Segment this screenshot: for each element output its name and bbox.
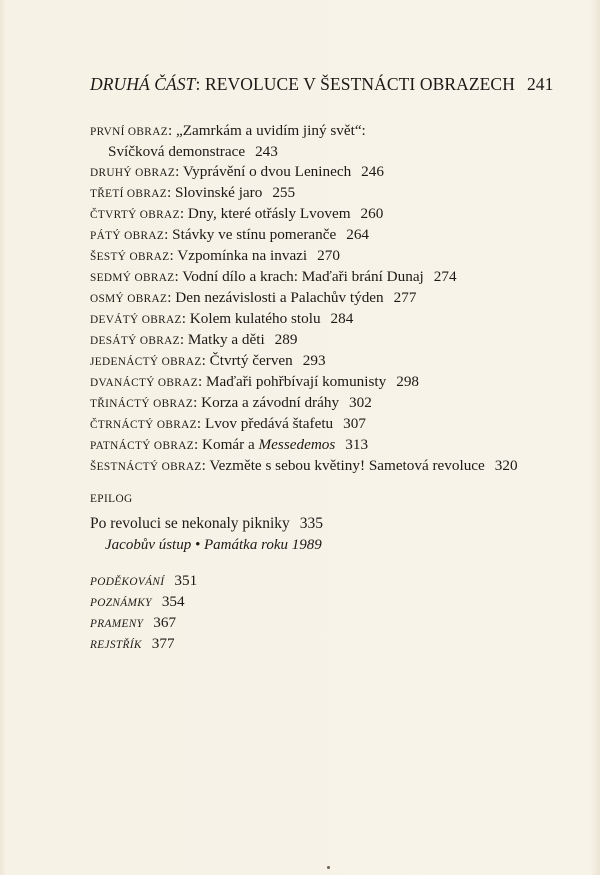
chapter-title: Vodní dílo a krach: Maďaři brání Dunaj [182, 268, 424, 285]
toc-entry [90, 613, 490, 634]
toc-entry [90, 571, 490, 592]
page-number: 246 [361, 163, 384, 180]
toc-entry: OSMÝ OBRAZ: Den nezávislosti a Palachův týden 277 [90, 289, 417, 306]
page-number: 307 [343, 415, 366, 432]
part-page-number: 241 [526, 74, 554, 94]
chapter-title: Vyprávění o dvou Leninech [182, 163, 352, 180]
chapter-label: DEVÁTÝ OBRAZ [90, 314, 182, 326]
page-number: 377 [151, 635, 175, 652]
toc-entry: ČTRNÁCTÝ OBRAZ: Lvov předává štafetu 307 [90, 415, 366, 432]
epilog-subsections [90, 535, 590, 555]
back-matter-label: REJSTŘÍK [90, 639, 142, 651]
bullet-separator: • [194, 537, 201, 553]
back-matter [90, 571, 490, 655]
toc-entry: PÁTÝ OBRAZ: Stávky ve stínu pomeranče 264 [90, 226, 370, 243]
page-number: 367 [153, 614, 177, 631]
toc-entry: ČTVRTÝ OBRAZ: Dny, které otřásly Lvovem 260 [90, 205, 384, 222]
chapter-title: Lvov předává štafetu [204, 415, 334, 432]
page-number: 302 [349, 394, 372, 411]
back-matter-label: POZNÁMKY [90, 597, 152, 609]
page-number: 260 [360, 205, 384, 222]
page-number: 274 [433, 268, 457, 285]
toc-entry: JEDENÁCTÝ OBRAZ: Čtvrtý červen 293 [90, 352, 326, 369]
part-separator: : [195, 74, 201, 94]
epilog-subsection: Jacobův ústup [105, 537, 192, 553]
toc-entry: PRVNÍ OBRAZ: „Zamrkám a uvidím jiný svět“: [90, 122, 366, 139]
toc-entry: TŘETÍ OBRAZ: Slovinské jaro 255 [90, 184, 296, 201]
chapter-title: Komár a [202, 436, 259, 453]
chapter-title: Vzpomínka na invazi [177, 247, 308, 264]
chapter-label: PÁTÝ OBRAZ [90, 230, 165, 242]
chapter-label: ŠESTNÁCTÝ OBRAZ [90, 461, 202, 473]
page-number: 320 [494, 457, 518, 474]
chapter-title: Matky a děti [187, 331, 265, 348]
toc-entry: DESÁTÝ OBRAZ: Matky a děti 289 [90, 331, 298, 348]
toc-entry: DEVÁTÝ OBRAZ: Kolem kulatého stolu 284 [90, 310, 354, 327]
chapter-title: Vezměte s sebou květiny! Sametová revoluce [209, 457, 485, 474]
back-matter-label: PODĚKOVÁNÍ [90, 576, 165, 588]
chapter-label: PRVNÍ OBRAZ [90, 126, 168, 138]
chapter-list [90, 121, 590, 477]
toc-entry: DVANÁCTÝ OBRAZ: Maďaři pohřbívají komunisty 298 [90, 373, 419, 390]
chapter-title: Čtvrtý červen [209, 352, 293, 369]
page-number: 351 [174, 572, 198, 589]
epilog-label: EPILOG [90, 493, 133, 505]
chapter-title: Stávky ve stínu pomeranče [172, 226, 337, 243]
chapter-title-italic: Messedemos [258, 436, 336, 453]
page-number: 277 [393, 289, 417, 306]
part-label: DRUHÁ ČÁST [90, 74, 196, 94]
page-number: 264 [346, 226, 370, 243]
chapter-label: DESÁTÝ OBRAZ [90, 335, 180, 347]
chapter-label: TŘINÁCTÝ OBRAZ [90, 398, 194, 410]
toc-entry [90, 634, 490, 655]
chapter-title: Maďaři pohřbívají komunisty [205, 373, 387, 390]
page-number: 270 [317, 247, 340, 264]
chapter-label: DRUHÝ OBRAZ [90, 167, 176, 179]
chapter-title: Kolem kulatého stolu [189, 310, 321, 327]
page-number: 255 [272, 184, 296, 201]
part-title: REVOLUCE V ŠESTNÁCTI OBRAZECH [204, 74, 515, 94]
chapter-label: TŘETÍ OBRAZ [90, 188, 167, 200]
chapter-title: Dny, které otřásly Lvovem [187, 205, 351, 222]
toc-entry: TŘINÁCTÝ OBRAZ: Korza a závodní dráhy 302 [90, 394, 372, 411]
toc-entry: SEDMÝ OBRAZ: Vodní dílo a krach: Maďaři brání Dunaj 274 [90, 268, 457, 285]
epilog-title: Po revoluci se nekonaly pikniky [90, 515, 290, 532]
toc-entry: DRUHÝ OBRAZ: Vyprávění o dvou Leninech 246 [90, 163, 384, 180]
toc-entry-continuation [90, 142, 590, 162]
page-number: 354 [161, 593, 185, 610]
chapter-label: ŠESTÝ OBRAZ [90, 251, 170, 263]
chapter-label: JEDENÁCTÝ OBRAZ [90, 356, 202, 368]
page-number: 293 [302, 352, 326, 369]
part-heading [90, 74, 570, 95]
chapter-label: DVANÁCTÝ OBRAZ [90, 377, 198, 389]
epilog-entry [90, 513, 590, 535]
page-number: 284 [330, 310, 354, 327]
chapter-label: OSMÝ OBRAZ [90, 293, 168, 305]
chapter-label: ČTRNÁCTÝ OBRAZ [90, 419, 197, 431]
chapter-title: „Zamrkám a uvidím jiný svět“: [175, 122, 366, 139]
page-number: 335 [299, 515, 323, 532]
page-number: 243 [255, 143, 278, 160]
chapter-title: Korza a závodní dráhy [201, 394, 340, 411]
page-number: 289 [274, 331, 298, 348]
chapter-label: ČTVRTÝ OBRAZ [90, 209, 180, 221]
toc-entry: PATNÁCTÝ OBRAZ: Komár a Messedemos 313 [90, 436, 369, 453]
chapter-label: SEDMÝ OBRAZ [90, 272, 175, 284]
chapter-title: Slovinské jaro [175, 184, 263, 201]
page-number: 298 [396, 373, 419, 390]
epilog-section [90, 491, 590, 555]
chapter-title: Den nezávislosti a Palachův týden [175, 289, 384, 306]
toc-entry: ŠESTÝ OBRAZ: Vzpomínka na invazi 270 [90, 247, 340, 264]
chapter-title-continued: Svíčková demonstrace [108, 143, 246, 160]
back-matter-label: PRAMENY [90, 618, 144, 630]
paper-speck [327, 866, 330, 869]
epilog-subsection: Památka roku 1989 [204, 537, 322, 553]
toc-entry [90, 592, 490, 613]
toc-entry: ŠESTNÁCTÝ OBRAZ: Vezměte s sebou květiny! Sametová revoluce 320 [90, 457, 518, 474]
page-number: 313 [345, 436, 369, 453]
chapter-label: PATNÁCTÝ OBRAZ [90, 440, 194, 452]
